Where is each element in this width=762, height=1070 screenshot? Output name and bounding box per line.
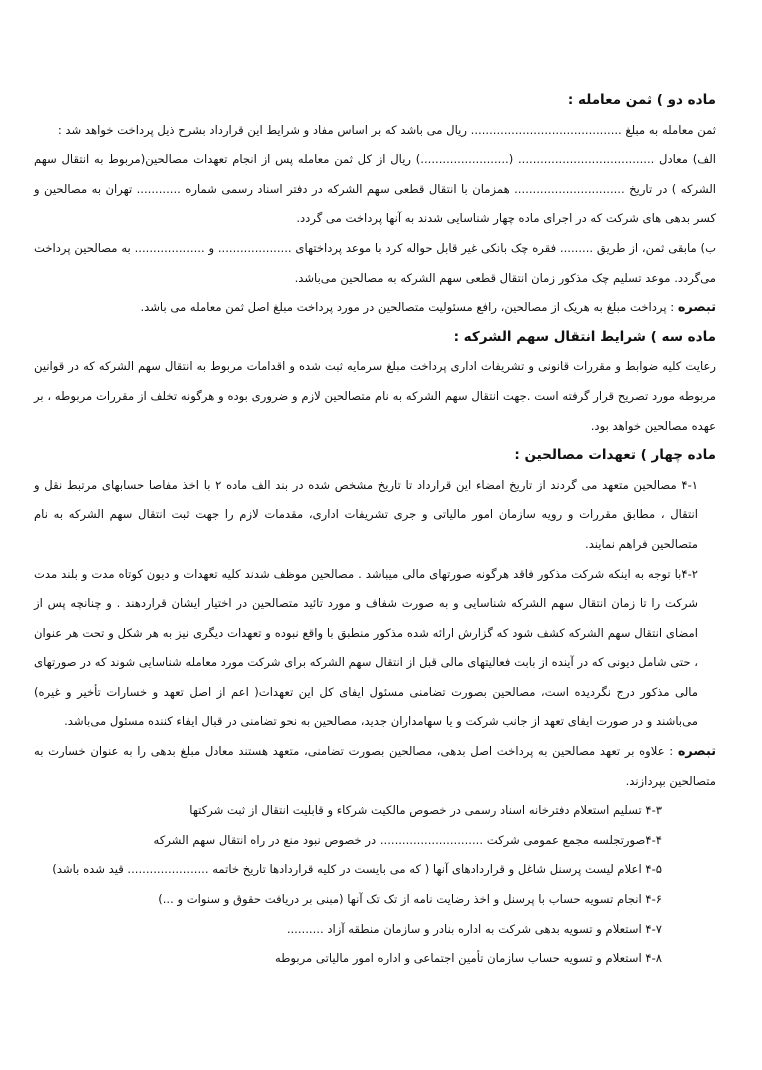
- list-item: ۴-۴صورتجلسه مجمع عمومی شرکت ............................ در خصوص نبود منع در راه انتقال سهم الشرکه: [153, 832, 662, 847]
- list-item: ۴-۵ اعلام لیست پرسنل شاغل و قراردادهای آنها ( که می بایست در کلیه قراردادها تاریخ خاتمه ...................... قید شده باشد): [52, 862, 662, 877]
- list-item: ۴-۷ استعلام و تسویه بدهی شرکت به اداره بنادر و سازمان منطقه آزاد ..........: [286, 921, 662, 936]
- article-2-price-paragraph: ثمن معامله به مبلغ ......................................... ریال می باشد که بر اساس مفاد و شرایط این قرارداد بشرح ذیل پرداخت خواهد شد :: [57, 122, 716, 137]
- list-item: ۴-۳ تسلیم استعلام دفترخانه اسناد رسمی در خصوص مالکیت شرکاء و قابلیت انتقال از ثبت شرکتها: [189, 803, 662, 818]
- article-4-list: [34, 796, 716, 974]
- article-2-clause-b: ب) مابقی ثمن، از طریق ......... فقره چک بانکی غیر قابل حواله کرد با موعد پرداختهای .................... و ................... به مصالحین پرداخت می‌گردد. موعد تسلیم چک مذکور زمان انتقال قطعی سهم الشرکه به مصالحین می‌باشد.: [34, 240, 716, 285]
- note-text: : علاوه بر تعهد مصالحین به پرداخت اصل بدهی، مصالحین بصورت تضامنی، متعهد هستند معادل مبلغ بدهی را به عنوان خسارت به متصالحین بپردازند.: [34, 744, 716, 788]
- article-3-heading: ماده سه ) شرایط انتقال سهم الشرکه :: [453, 328, 716, 345]
- article-4-note: [34, 737, 716, 796]
- note-label: تبصره: [677, 300, 716, 316]
- note-label: تبصره: [677, 744, 717, 760]
- article-4-item-1: ۴-۱ مصالحین متعهد می گردند از تاریخ امضاء این قرارداد تا تاریخ مشخص شده در بند الف ماده ۲ با اخذ مفاصا حسابهای مرتبط نقل و انتقال ، مطابق مقررات و رویه سازمان امور مالیاتی و جری تشریفات اداری، مقدمات لازم را جهت ثبت انتقال سهم الشرکه به نام متصالحین فراهم نمایند.: [34, 477, 699, 551]
- article-3-paragraph: رعایت کلیه ضوابط و مقررات قانونی و تشریفات اداری پرداخت مبلغ سرمایه ثبت شده و اقدامات مربوط به انتقال سهم الشرکه که در قوانین مربوطه مورد تصریح قرار گرفته است .جهت انتقال سهم الشرکه به نام متصالحین لازم و ضروری بوده و هرگونه تخلف از مقررات مربوطه ، بر عهده مصالحین خواهد بود.: [34, 359, 716, 433]
- list-item: ۴-۸ استعلام و تسویه حساب سازمان تأمین اجتماعی و اداره امور مالیاتی مربوطه: [274, 951, 662, 966]
- article-2-note: [34, 293, 716, 323]
- article-2-heading: ماده دو ) ثمن معامله :: [567, 92, 716, 108]
- note-text: : پرداخت مبلغ به هریک از مصالحین، رافع مسئولیت متصالحین در مورد پرداخت مبلغ اصل ثمن معامله می باشد.: [140, 300, 675, 315]
- article-4-item-2: ۴-۲با توجه به اینکه شرکت مذکور فاقد هرگونه صورتهای مالی میباشد . مصالحین موظف شدند کلیه تعهدات و دیون کوتاه مدت و بلند مدت شرکت را تا زمان انتقال سهم الشرکه شناسایی و به صورت شفاف و مورد تائید متصالحین در اختیار ایشان قراردهند . و چنانچه پس از امضای انتقال سهم الشرکه کشف شود که گزارش ارائه شده مذکور منطبق با واقع نبوده و تعهدات دیگری نیز به هر شکل و تحت هر عنوان ، حتی شامل دیونی که در آینده از بابت فعالیتهای مالی قبل از انتقال سهم الشرکه برای شرکت مورد معامله شناسایی شوند که در صورتهای مالی مذکور درج نگردیده است، مصالحین بصورت تضامنی مسئول ایفای کل این تعهدات( اعم از اصل تعهد و خسارات تأخیر و غیره) می‌باشند و در صورت ایفای تعهد از جانب شرکت و یا سهامداران جدید، مصالحین به نحو تضامنی در قبال ایفاء کننده مسئول می‌باشد.: [34, 566, 698, 729]
- article-4-heading: ماده چهار ) تعهدات مصالحین :: [514, 447, 716, 464]
- list-item: ۴-۶ انجام تسویه حساب با پرسنل و اخذ رضایت نامه از تک تک آنها (مبنی بر دریافت حقوق و سنوات و ...): [158, 892, 662, 907]
- article-2-clause-a: الف) معادل ..................................... (........................) ریال از کل ثمن معامله پس از انجام تعهدات مصالحین(مربوط به انتقال سهم الشرکه ) در تاریخ .............................. همزمان با انتقال قطعی سهم الشرکه در دفتر اسناد رسمی شماره ............ تهران به مصالحین و کسر بدهی های شرکت که در اجرای ماده چهار شناسایی شدند به آنها پرداخت می گردد.: [34, 152, 716, 226]
- contract-page: [34, 86, 716, 974]
